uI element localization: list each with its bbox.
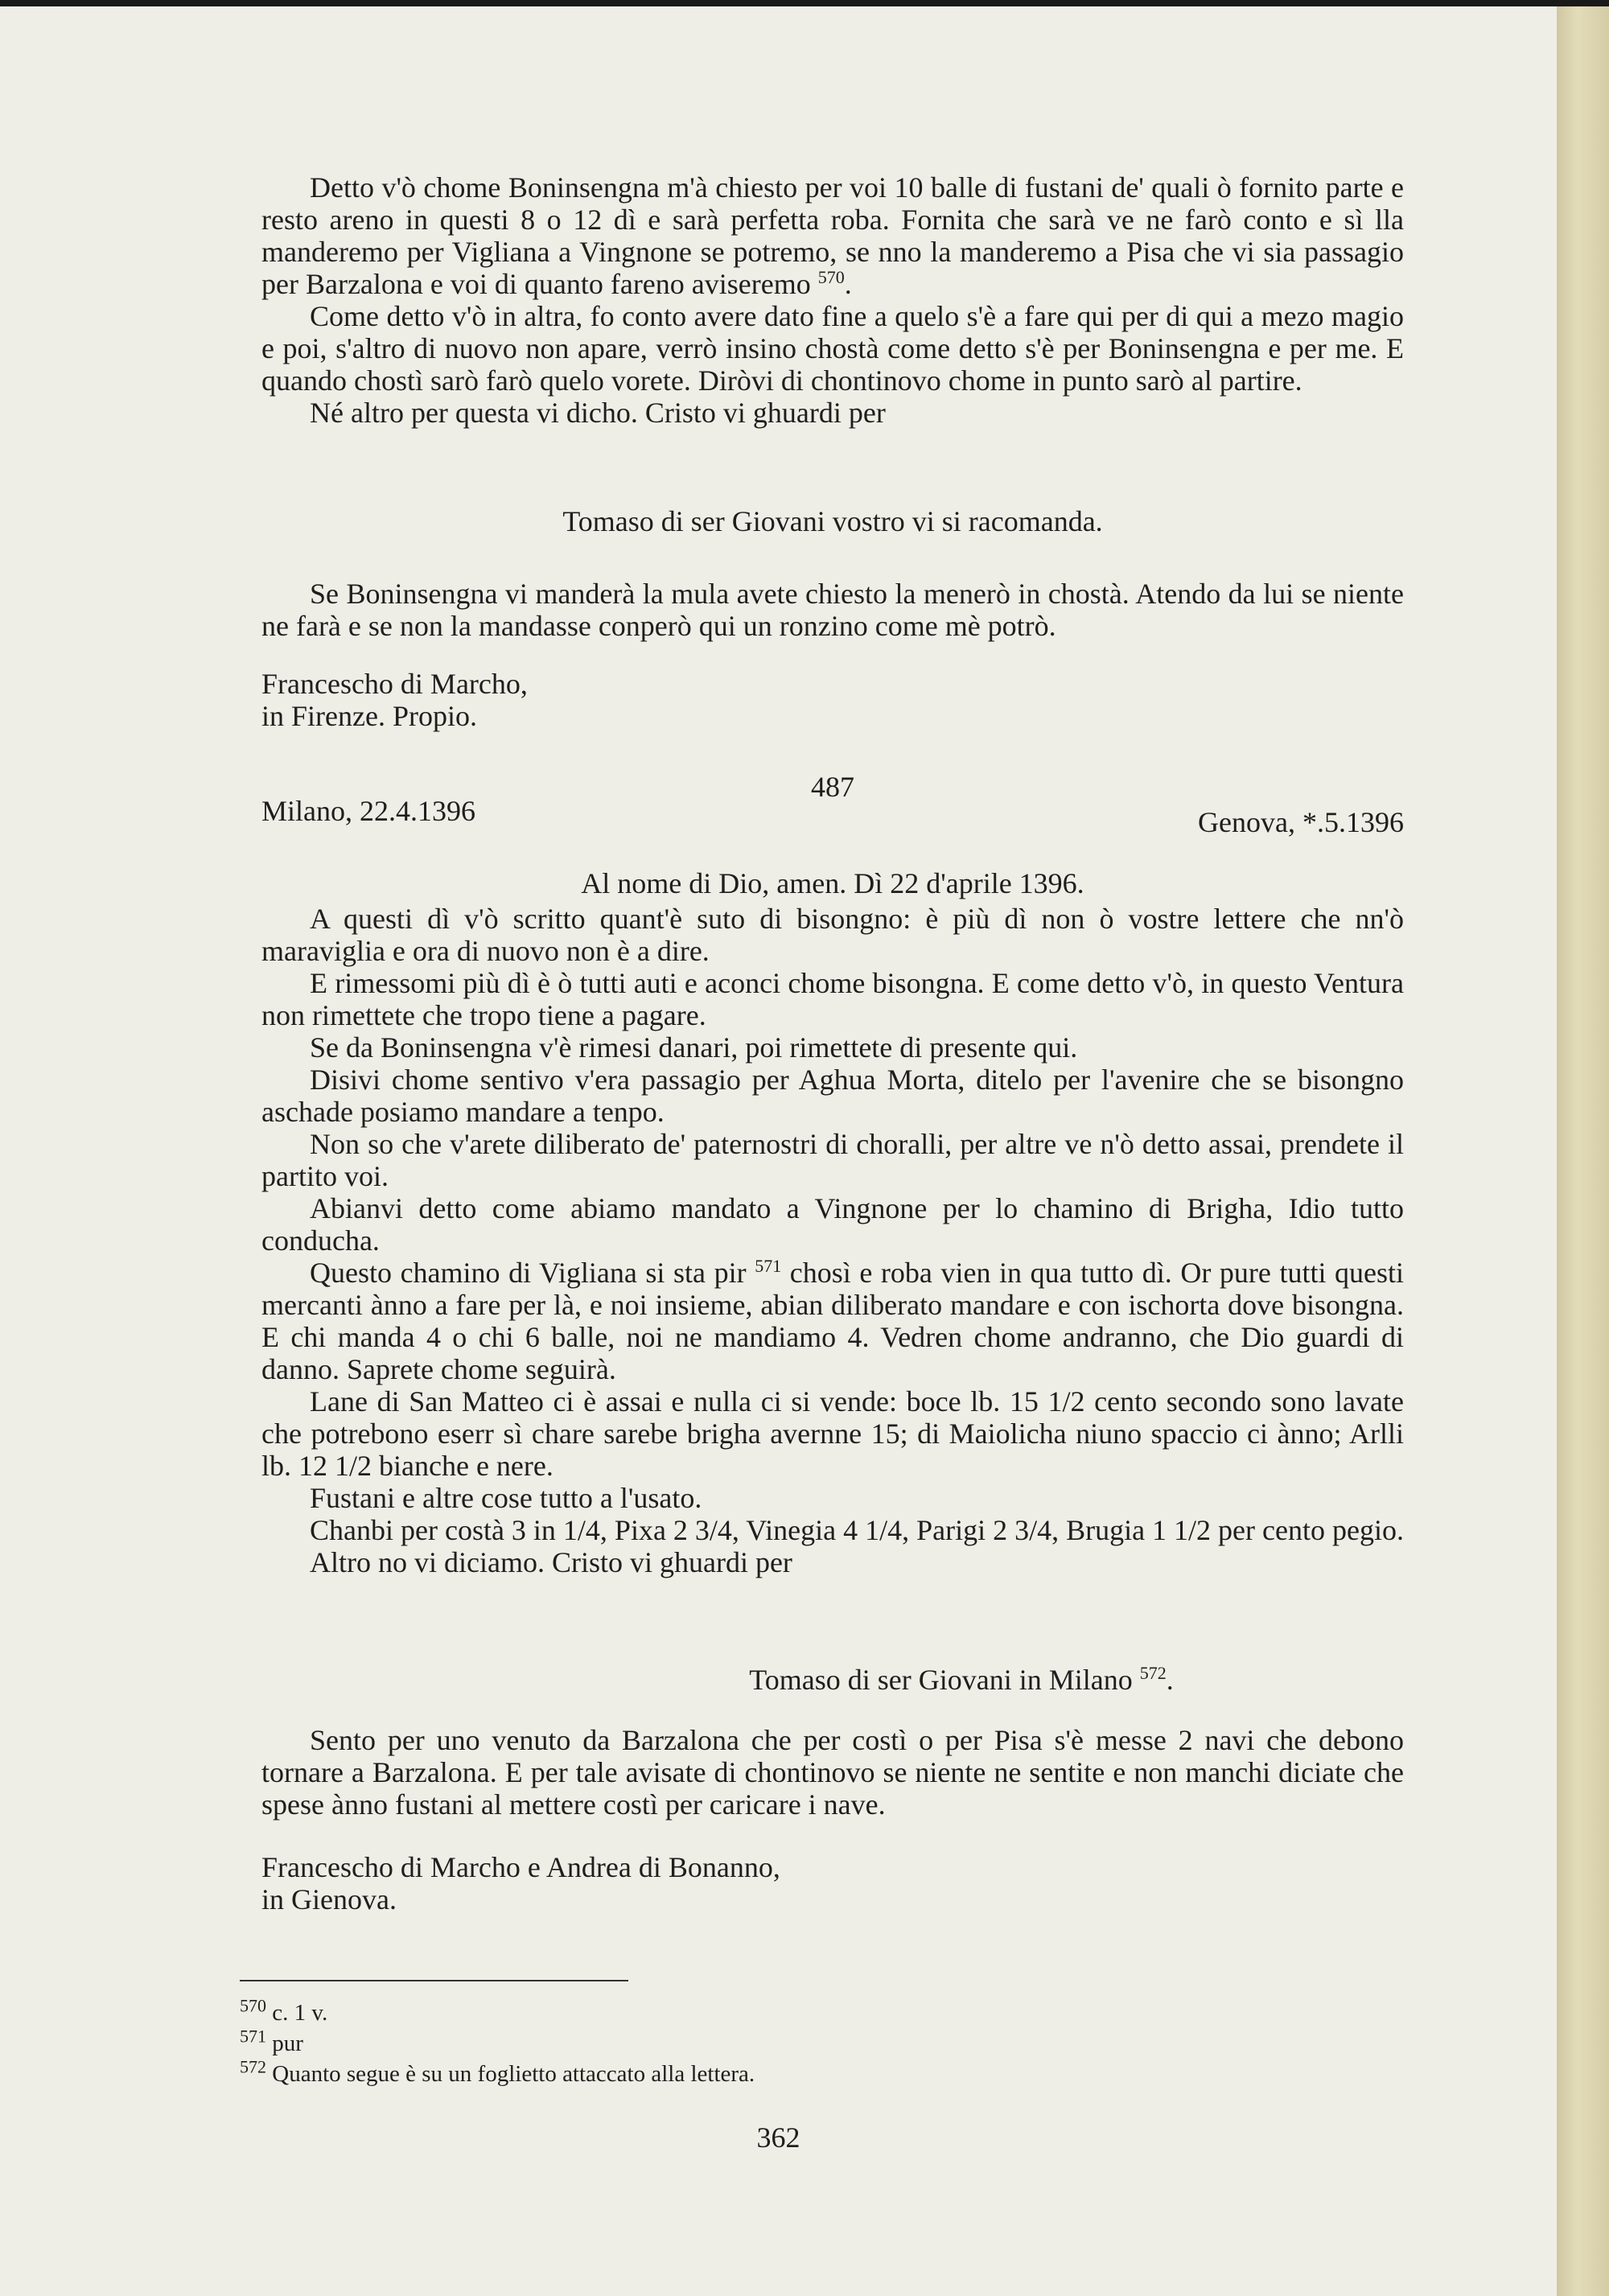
- paragraph: Abianvi detto come abiamo mandato a Vingnone per lo chamino di Brigha, Idio tutto conducha.: [261, 1192, 1404, 1257]
- footnote-ref[interactable]: 572: [1139, 1663, 1167, 1683]
- paragraph: A questi dì v'ò scritto quant'è suto di bisongno: è più dì non ò vostre lettere che nn'ò maraviglia e ora di nuovo non è a dire.: [261, 903, 1404, 967]
- footnotes: [240, 1995, 1382, 2089]
- paragraph: Se da Boninsengna v'è rimesi danari, poi rimettete di presente qui.: [310, 1031, 1078, 1064]
- paragraph: Lane di San Matteo ci è assai e nulla ci si vende: boce lb. 15 1/2 cento secondo sono lavate che potrebono eserr sì chare sarebe brigha avernne 15; di Maiolicha niuno spaccio ci ànno; Arlli lb. 12 1/2 bianche e nere.: [261, 1385, 1404, 1482]
- letter2-body: [261, 903, 1404, 1578]
- footnote: $^{572}$ Quanto segue è su un foglietto attaccato alla lettera.: [240, 2056, 755, 2087]
- letter-opening: Al nome di Dio, amen. Dì 22 d'aprile 1396.: [581, 867, 1084, 899]
- footnote: $^{570}$ c. 1 v.: [240, 1995, 328, 2026]
- paragraph: Detto v'ò chome Boninsengna m'à chiesto per voi 10 balle di fustani de' quali ò fornito parte e resto areno in questi 8 o 12 dì e sarà perfetta roba. Fornita che sarà ve ne farò conto e sì lla manderemo per Vigliana a Vingnone se potremo, se nno la manderemo a Pisa che vi sia passagio per Barzalona e voi di quanto fareno aviseremo $^{570}$.: [261, 171, 1404, 300]
- paragraph: Non so che v'arete diliberato de' paternostri di choralli, per altre ve n'ò detto assai, prendete il partito voi.: [261, 1128, 1404, 1192]
- letter1-postscript: [261, 578, 1404, 642]
- page-number: 362: [756, 2121, 800, 2154]
- paragraph: Chanbi per costà 3 in 1/4, Pixa 2 3/4, Vinegia 4 1/4, Parigi 2 3/4, Brugia 1 1/2 per cento pegio.: [310, 1514, 1404, 1546]
- footnote-ref[interactable]: 570: [817, 267, 845, 287]
- paragraph: Disivi chome sentivo v'era passagio per Aghua Morta, ditelo per l'avenire che se bisongno aschade posiamo mandare a tenpo.: [261, 1064, 1404, 1128]
- paragraph: Questo chamino di Vigliana si sta pir $^{571}$ chosì e roba vien in qua tutto dì. Or pure tutti questi mercanti ànno a fare per là, e noi insieme, abian diliberato mandare e con ischorta dove bisongna. E chi manda 4 o chi 6 balle, noi ne mandiamo 4. Vedren chome andranno, che Dio guardi di danno. Saprete chome seguirà.: [261, 1256, 1405, 1385]
- footnote: $^{571}$ pur: [240, 2026, 303, 2056]
- letter-number: 487: [811, 771, 854, 803]
- paragraph: Altro no vi diciamo. Cristo vi ghuardi per: [310, 1546, 792, 1578]
- paragraph: Se Boninsengna vi manderà la mula avete chiesto la menerò in chostà. Atendo da lui se niente ne farà e se non la mandasse conperò qui un ronzino come mè potrò.: [261, 578, 1404, 642]
- letter-destination: Genova, *.5.1396: [1198, 806, 1404, 838]
- letter1-body: [261, 171, 1404, 429]
- signature: Tomaso di ser Giovani vostro vi si racomanda.: [562, 505, 1103, 537]
- paragraph: Sento per uno venuto da Barzalona che per costì o per Pisa s'è messe 2 navi che debono tornare a Barzalona. E per tale avisate di chontinovo se niente ne sentite e non manchi diciate che spese ànno fustani al mettere costì per caricare i nave.: [261, 1724, 1404, 1821]
- paragraph: Fustani e altre cose tutto a l'usato.: [310, 1482, 702, 1514]
- letter2-header: [261, 771, 1404, 838]
- signature: Tomaso di ser Giovani in Milano $^{572}$.: [749, 1663, 1174, 1696]
- letter1-address: Francescho di Marcho, in Firenze. Propio.: [261, 668, 528, 732]
- letter2-address: Francescho di Marcho e Andrea di Bonanno, in Gienova.: [261, 1851, 780, 1915]
- footnote-ref[interactable]: 571: [755, 1256, 782, 1276]
- letter2-postscript: [261, 1724, 1404, 1821]
- letter-origin: Milano, 22.4.1396: [261, 795, 475, 827]
- footnote-divider: [240, 1980, 628, 1981]
- paragraph: Come detto v'ò in altra, fo conto avere dato fine a quelo s'è a fare qui per di qui a mezo magio e poi, s'altro di nuovo non apare, verrò insino chostà come detto s'è per Boninsengna e per me. E quando chostì sarò farò quelo vorete. Diròvi di chontinovo chome in punto sarò al partire.: [261, 300, 1404, 397]
- adjacent-page-edge: [1557, 6, 1609, 2296]
- book-page: [0, 6, 1557, 2296]
- paragraph: E rimessomi più dì è ò tutti auti e aconci chome bisongna. E come detto v'ò, in questo Ventura non rimettete che tropo tiene a pagare.: [261, 967, 1404, 1031]
- paragraph: Né altro per questa vi dicho. Cristo vi ghuardi per: [310, 397, 886, 429]
